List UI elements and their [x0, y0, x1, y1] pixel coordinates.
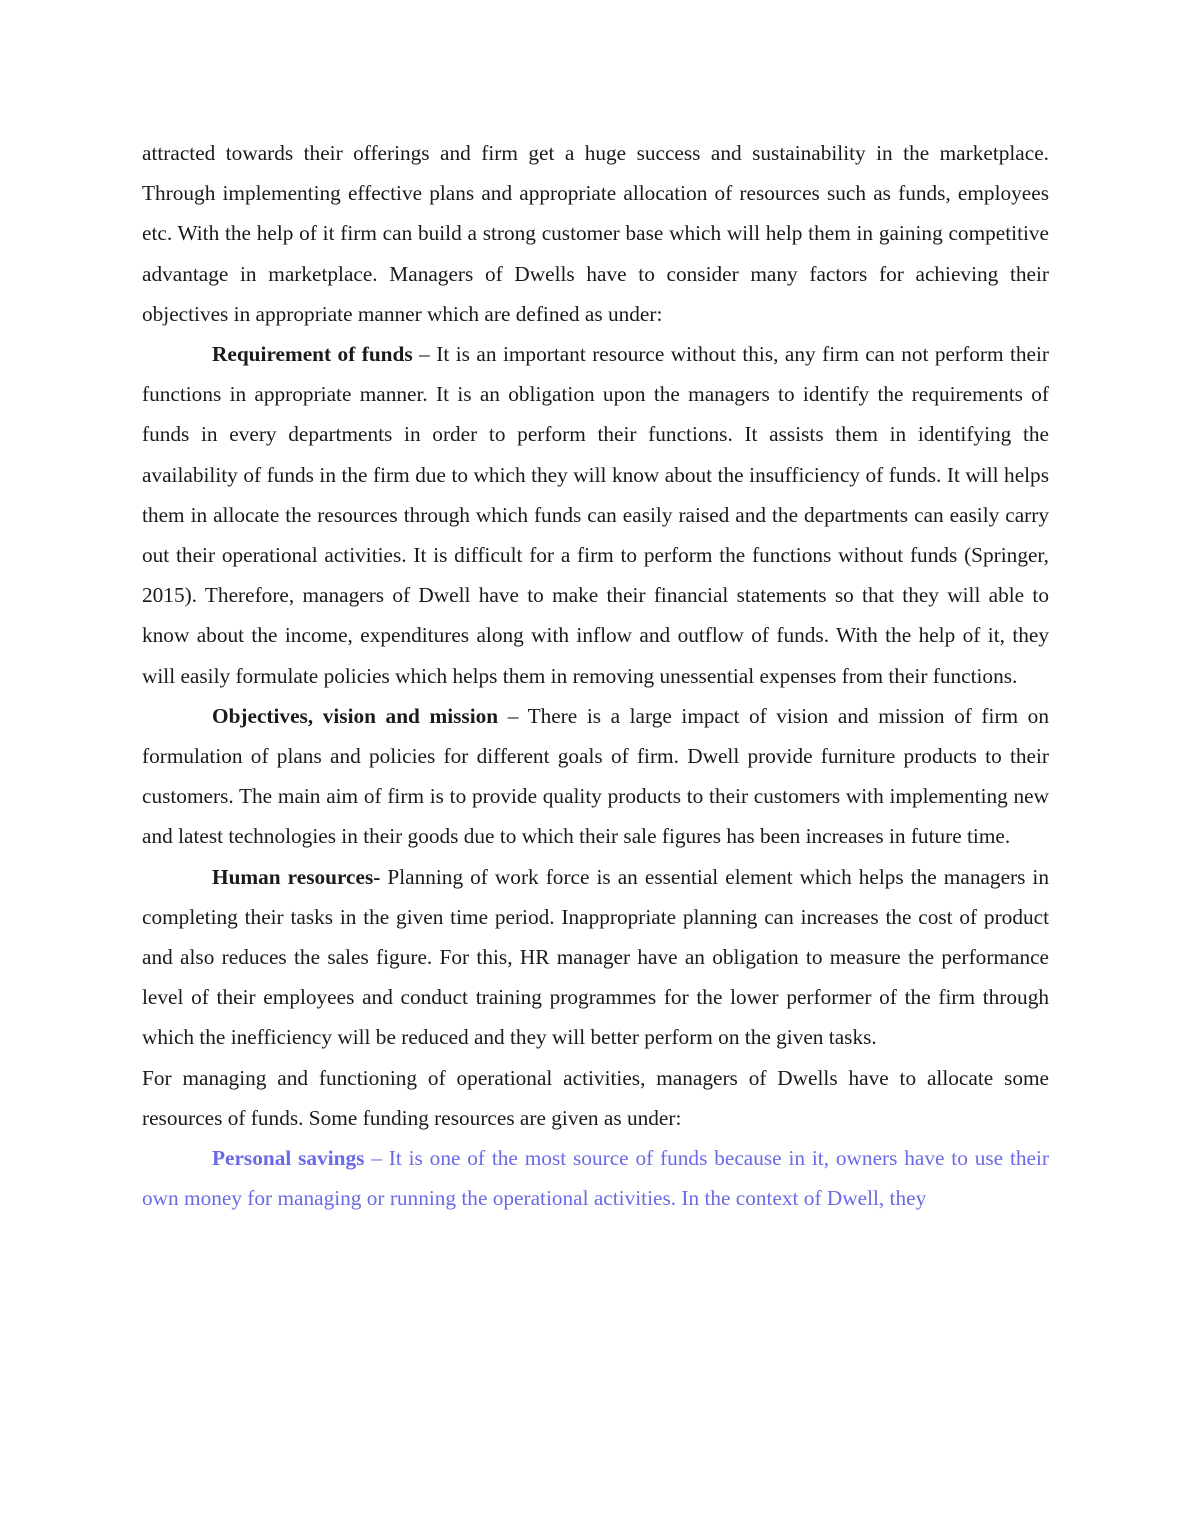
paragraph-heading: Personal savings	[212, 1146, 365, 1171]
paragraph-objectives-vision-mission	[142, 696, 1049, 857]
paragraph-body: Planning of work force is an essential element which helps the managers in completing their tasks in the given time period. Inappropriate planning can increases the cost of product and also reduces the sales figure. For this, HR manager have an obligation to measure the performance level of their employees and conduct training programmes for the lower performer of the firm through which the inefficiency will be reduced and they will better perform on the given tasks.	[142, 864, 1050, 1050]
paragraph-body: – There is a large impact of vision and mission of firm on formulation of plans and policies for different goals of firm. Dwell provide furniture products to their customers. The main aim of firm is to provide quality products to their customers with implementing new and latest technologies in their goods due to which their sale figures has been increases in future time.	[142, 703, 1049, 849]
paragraph-heading: Objectives, vision and mission	[212, 703, 499, 728]
paragraph-intro: attracted towards their offerings and firm get a huge success and sustainability in the marketplace. Through implementing effective plans and appropriate allocation of resources such as funds, employees etc. With the help of it firm can build a strong customer base which will help them in gaining competitive advantage in marketplace. Managers of Dwells have to consider many factors for achieving their objectives in appropriate manner which are defined as under:	[142, 141, 1049, 326]
paragraph-heading: Human resources-	[212, 864, 381, 889]
paragraph-heading: Requirement of funds	[212, 342, 413, 367]
paragraph-body: – It is an important resource without this, any firm can not perform their functions in appropriate manner. It is an obligation upon the managers to identify the requirements of funds in every departments in order to perform their functions. It assists them in identifying the availability of funds in the firm due to which they will know about the insufficiency of funds. It will helps them in allocate the resources through which funds can easily raised and the departments can easily carry out their operational activities. It is difficult for a firm to perform the functions without funds (Springer, 2015). Therefore, managers of Dwell have to make their financial statements so that they will able to know about the income, expenditures along with inflow and outflow of funds. With the help of it, they will easily formulate policies which helps them in removing unessential expenses from their functions.	[142, 342, 1049, 688]
paragraph-personal-savings	[142, 1138, 1049, 1218]
paragraph-human-resources	[142, 857, 1049, 1058]
paragraph-requirement-of-funds	[142, 334, 1049, 696]
document-page	[142, 133, 1049, 1218]
paragraph-funding-resources: For managing and functioning of operational activities, managers of Dwells have to allocate some resources of funds. Some funding resources are given as under:	[142, 1065, 1049, 1130]
paragraph-body: – It is one of the most source of funds because in it, owners have to use their own money for managing or running the operational activities. In the context of Dwell, they	[142, 1146, 1049, 1211]
